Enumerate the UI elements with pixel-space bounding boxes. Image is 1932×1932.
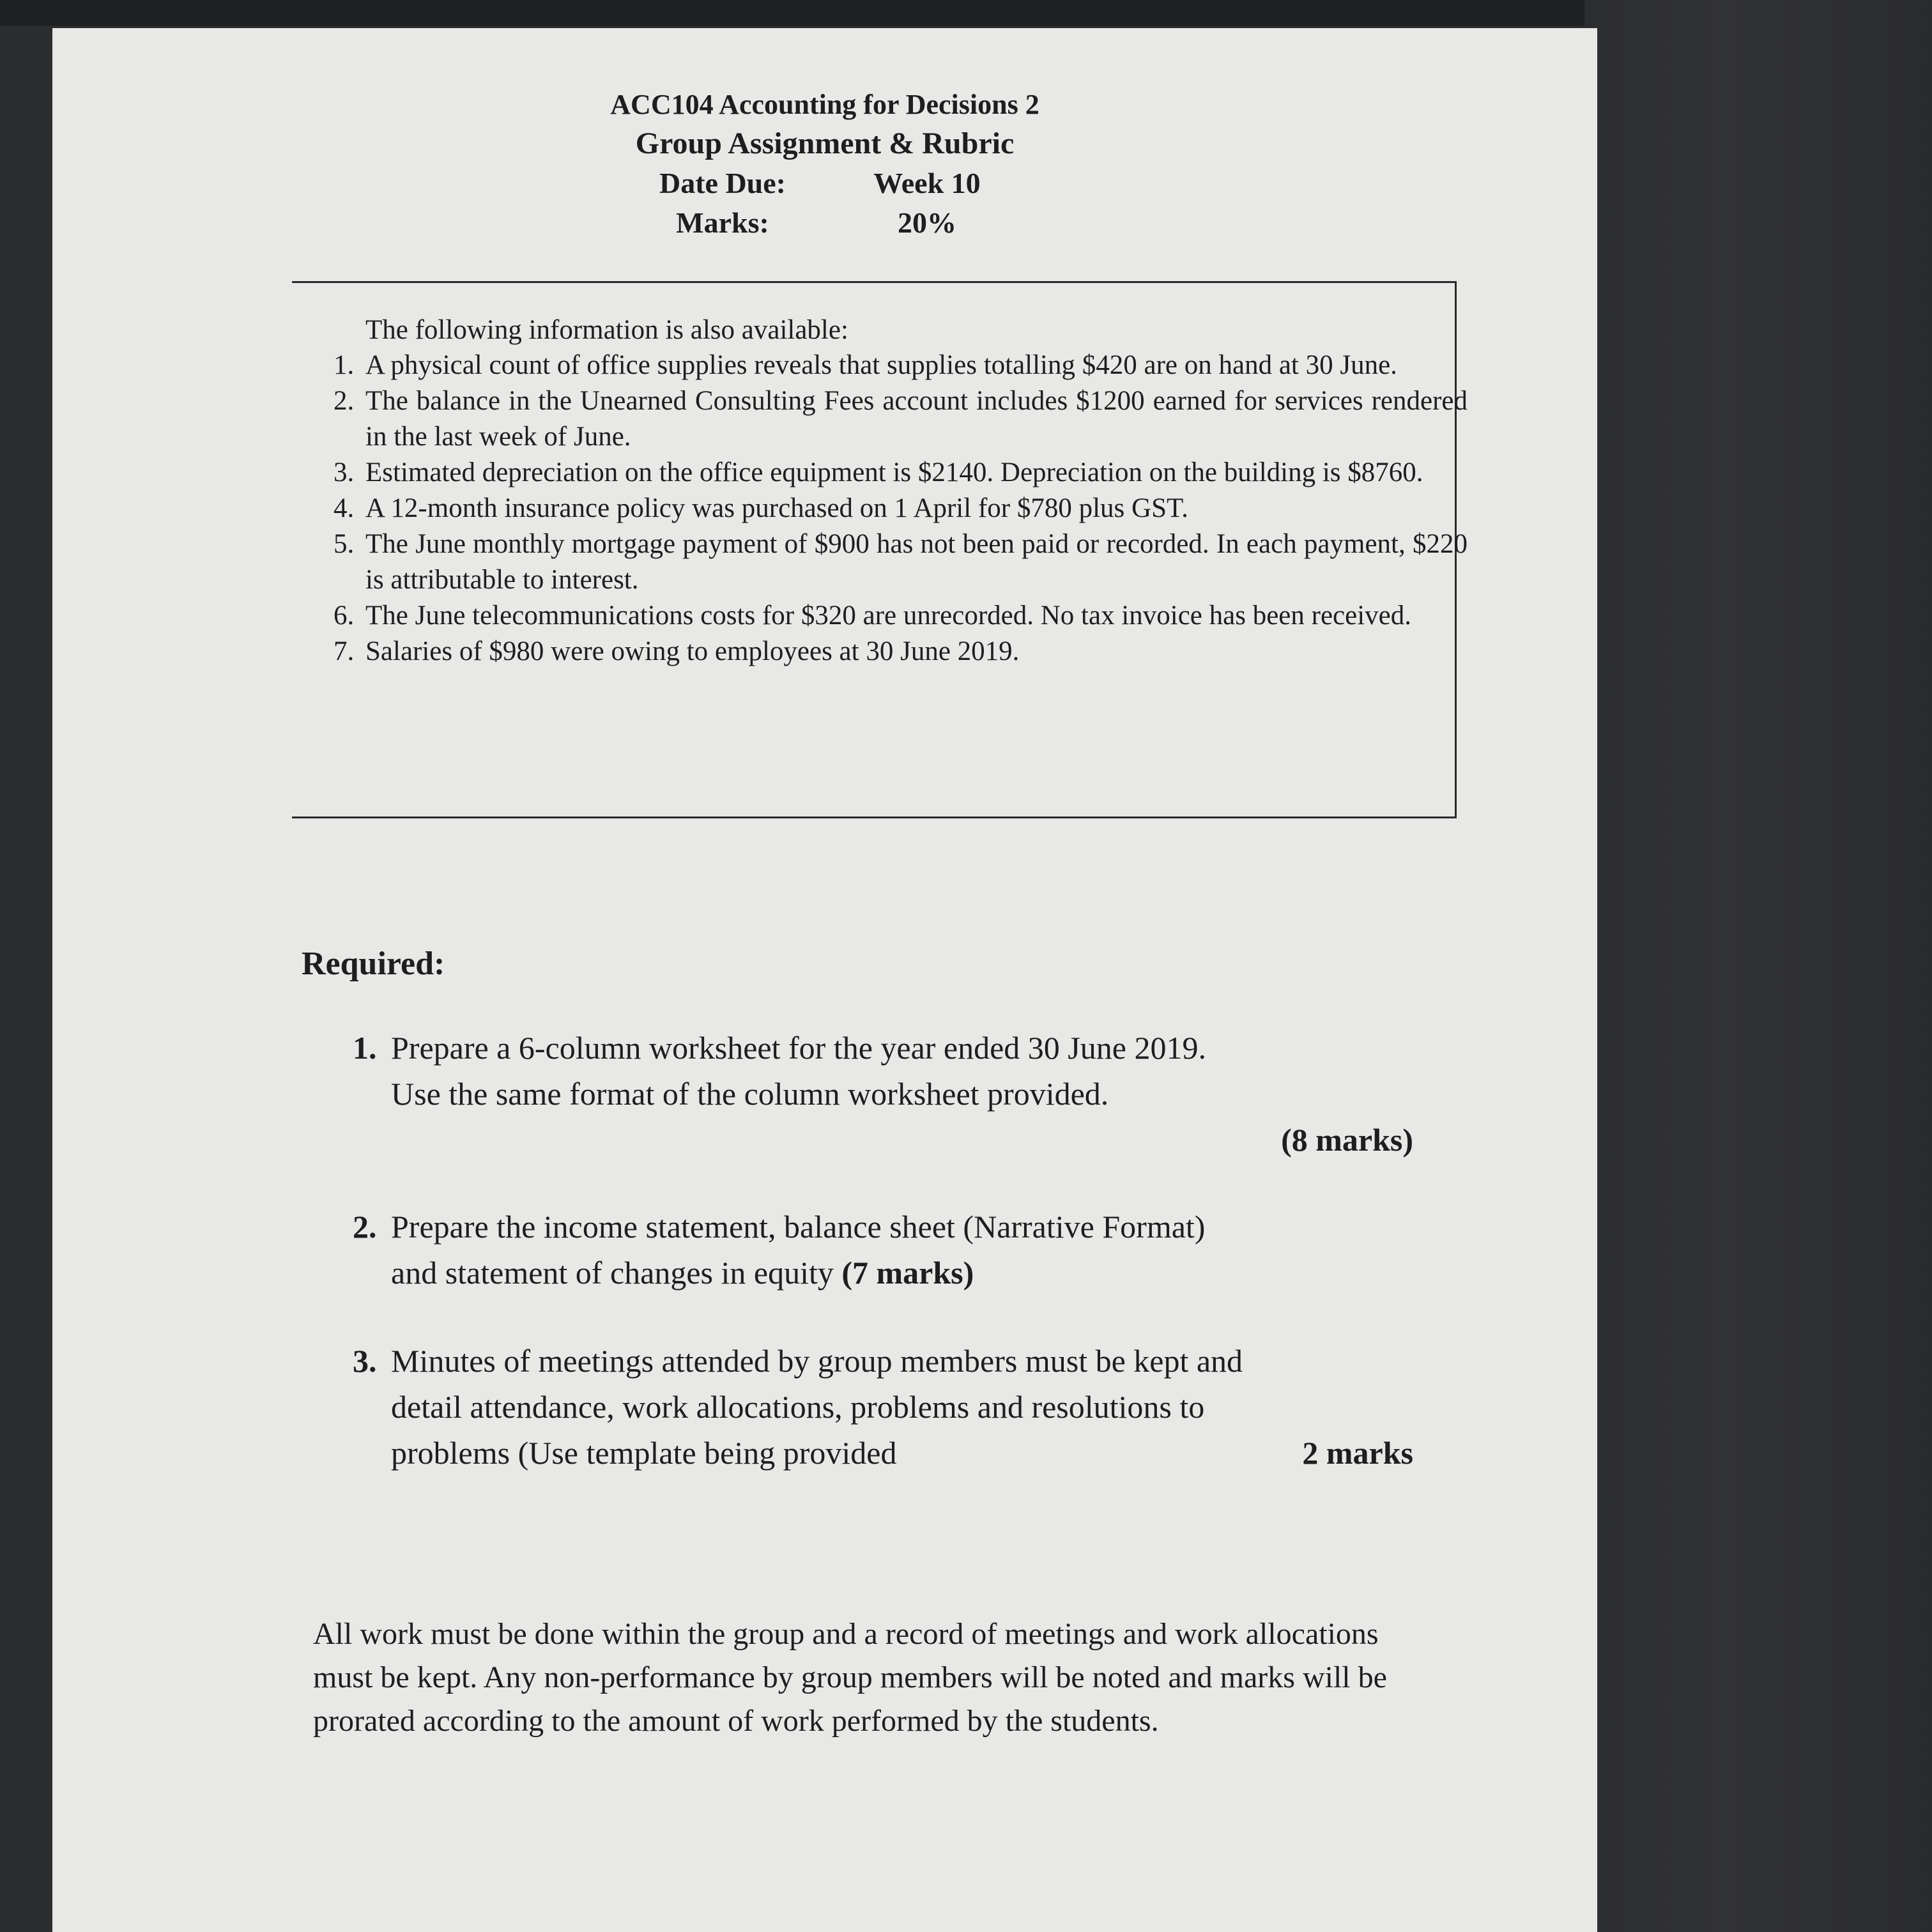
document-header (52, 86, 1597, 243)
requirement-text (391, 1338, 1413, 1476)
list-item-number: 4. (334, 493, 355, 523)
info-intro: The following information is also available: (365, 315, 848, 345)
marks-row (52, 203, 1597, 243)
list-item-text: Salaries of $980 were owing to employees at 30 June 2019. (365, 636, 1020, 666)
requirement-number: 3. (353, 1343, 377, 1379)
list-item-number: 6. (334, 601, 355, 631)
requirement-marks: 2 marks (1302, 1435, 1413, 1471)
list-item-text: A 12-month insurance policy was purchased on 1 April for $780 plus GST. (365, 493, 1188, 523)
requirement-marks: (7 marks) (841, 1255, 974, 1291)
date-due-value: Week 10 (873, 167, 981, 199)
requirement-line: detail attendance, work allocations, problems and resolutions to (391, 1389, 1205, 1425)
requirement-text (391, 1204, 1413, 1296)
list-item (334, 383, 1468, 455)
list-item-text: Estimated depreciation on the office equipment is $2140. Depreciation on the building is $8760. (365, 457, 1423, 487)
requirement-line: Prepare a 6-column worksheet for the year ended 30 June 2019. (391, 1030, 1206, 1066)
requirement-row (353, 1338, 1413, 1476)
list-item (334, 598, 1468, 634)
course-title: ACC104 Accounting for Decisions 2 (610, 89, 1039, 120)
list-item (334, 634, 1468, 670)
marks-label: Marks: (676, 206, 769, 239)
list-item (334, 491, 1468, 526)
list-item-text: A physical count of office supplies reveals that supplies totalling $420 are on hand at 30 June. (365, 350, 1397, 380)
marks-value: 20% (898, 206, 956, 239)
list-item-text: The June telecommunications costs for $320 are unrecorded. No tax invoice has been received. (365, 601, 1411, 631)
required-heading: Required: (302, 946, 445, 982)
list-item (334, 455, 1468, 491)
list-item-text: The June monthly mortgage payment of $900 has not been paid or recorded. In each payment, $220 is attributable to interest. (365, 529, 1468, 595)
requirement-line: Minutes of meetings attended by group members must be kept and (391, 1343, 1243, 1379)
list-item (334, 526, 1468, 598)
requirement-line-with-marks (391, 1430, 1413, 1476)
footer-note: All work must be done within the group and a record of meetings and work allocations must be kept. Any non-performance by group members will be noted and marks will be prorated according to the amount of work performed by the students. (313, 1617, 1387, 1738)
list-item-number: 2. (334, 386, 355, 416)
date-due-row (52, 164, 1597, 203)
requirement-row (353, 1204, 1413, 1296)
requirement-1 (353, 1025, 1413, 1163)
date-due-label: Date Due: (659, 167, 786, 199)
requirement-number: 1. (353, 1030, 377, 1066)
list-item-number: 7. (334, 636, 355, 666)
document-page (52, 28, 1597, 1932)
requirement-number: 2. (353, 1209, 377, 1245)
requirement-line: and statement of changes in equity (391, 1255, 834, 1291)
list-item-text: The balance in the Unearned Consulting Fees account includes $1200 earned for services rendered in the last week of June. (365, 386, 1468, 452)
assignment-title: Group Assignment & Rubric (635, 126, 1015, 160)
requirement-line: Use the same format of the column worksheet provided. (391, 1076, 1109, 1112)
list-item-number: 3. (334, 457, 355, 487)
requirement-marks: (8 marks) (1281, 1122, 1413, 1158)
info-list (334, 348, 1468, 670)
monitor-bezel (1584, 0, 1932, 1932)
list-item-number: 5. (334, 529, 355, 559)
requirement-3 (353, 1338, 1413, 1476)
requirement-text (391, 1025, 1413, 1163)
requirement-row (353, 1025, 1413, 1163)
requirement-2 (353, 1204, 1413, 1296)
list-item-number: 1. (334, 350, 355, 380)
requirement-line: problems (Use template being provided (391, 1435, 897, 1471)
requirement-line-with-marks (391, 1250, 1413, 1296)
requirement-line: Prepare the income statement, balance sheet (Narrative Format) (391, 1209, 1206, 1245)
list-item (334, 348, 1468, 383)
